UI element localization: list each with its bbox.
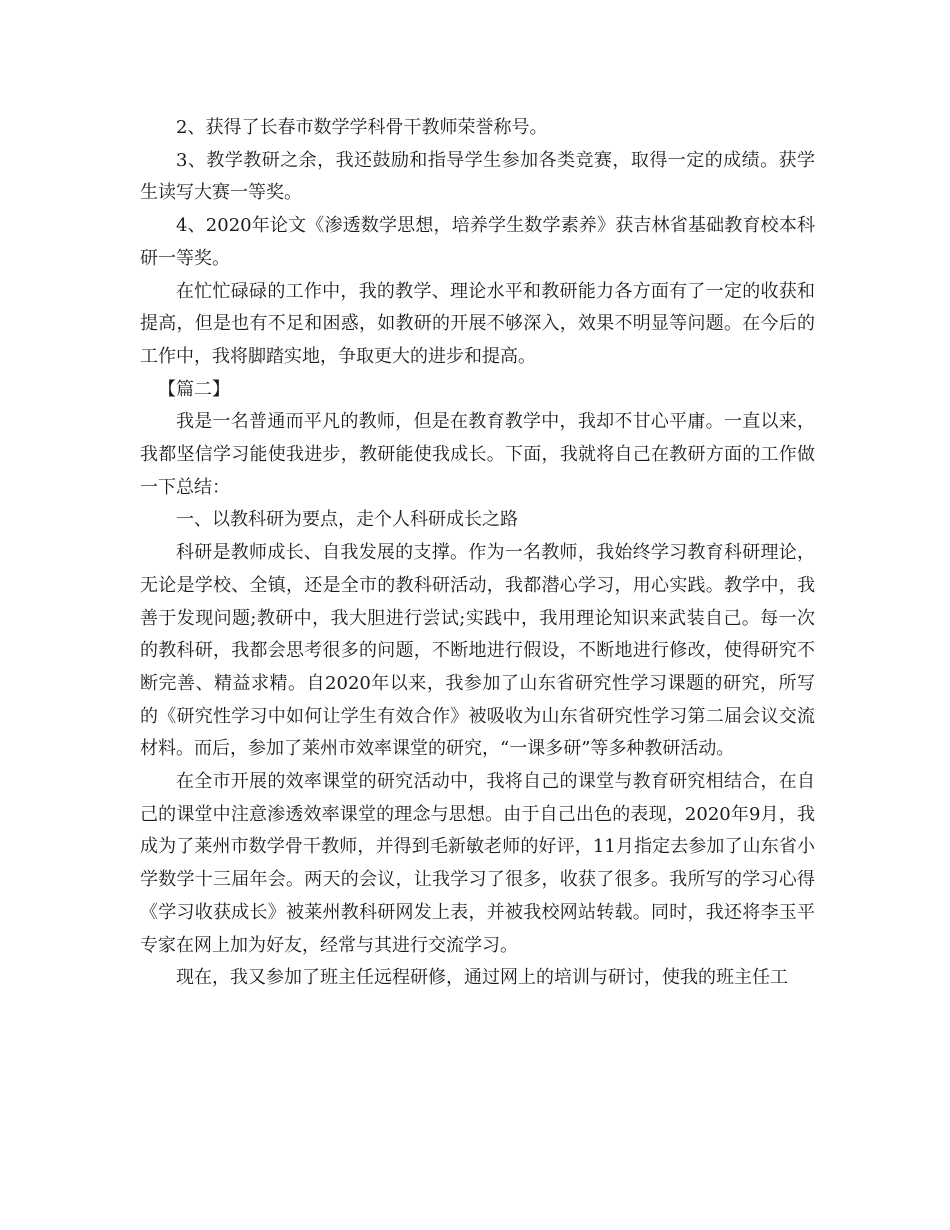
paragraph-research: 科研是教师成长、自我发展的支撑。作为一名教师，我始终学习教育科研理论，无论是学校、全镇，还是全市的教科研活动，我都潜心学习，用心实践。教学中，我善于发现问题;教研中，我大胆进行尝试;实践中，我用理论知识来武装自己。每一次的教科研，我都会思考很多的问题，不断地进行假设，不断地进行修改，使得研究不断完善、精益求精。自2020年以来，我参加了山东省研究性学习课题的研究，所写的《研究性学习中如何让学生有效合作》被吸收为山东省研究性学习第二届会议交流材料。而后，参加了莱州市效率课堂的研究，“一课多研”等多种教研活动。: [140, 542, 815, 760]
paragraph-summary: 在忙忙碌碌的工作中，我的教学、理论水平和教研能力各方面有了一定的收获和提高，但是也有不足和困惑，如教研的开展不够深入，效果不明显等问题。在今后的工作中，我将脚踏实地，争取更大的进步和提高。: [140, 280, 815, 367]
paragraph-award-3: 4、2020年论文《渗透数学思想，培养学生数学素养》获吉林省基础教育校本科研一等奖。: [140, 215, 815, 269]
paragraph-current: 现在，我又参加了班主任远程研修，通过网上的培训与研讨，使我的班主任工: [176, 967, 788, 989]
subheading-research: 一、以教科研为要点，走个人科研成长之路: [176, 509, 518, 531]
paragraph-award-1: 2、获得了长春市数学学科骨干教师荣誉称号。: [176, 117, 548, 138]
document-page: [140, 112, 815, 995]
paragraph-efficiency: 在全市开展的效率课堂的研究活动中，我将自己的课堂与教育研究相结合，在自己的课堂中注意渗透效率课堂的理念与思想。由于自己出色的表现，2020年9月，我成为了莱州市数学骨干教师，并得到毛新敏老师的好评，11月指定去参加了山东省小学数学十三届年会。两天的会议，让我学习了很多，收获了很多。我所写的学习心得《学习收获成长》被莱州教科研网发上表，并被我校网站转载。同时，我还将李玉平专家在网上加为好友，经常与其进行交流学习。: [140, 771, 815, 956]
paragraph-intro: 我是一名普通而平凡的教师，但是在教育教学中，我却不甘心平庸。一直以来，我都坚信学习能使我进步，教研能使我成长。下面，我就将自己在教研方面的工作做一下总结：: [140, 411, 815, 498]
paragraph-award-2: 3、教学教研之余，我还鼓励和指导学生参加各类竞赛，取得一定的成绩。获学生读写大赛一等奖。: [140, 149, 815, 204]
section-heading: 【篇二】: [158, 378, 230, 400]
